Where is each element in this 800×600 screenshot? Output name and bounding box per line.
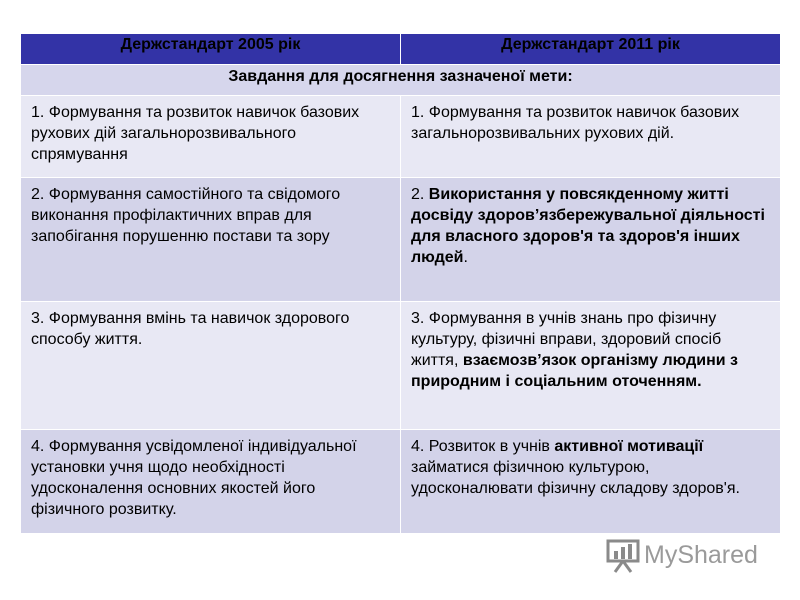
row-2-right-number: 2 (411, 186, 420, 203)
presentation-board-icon (606, 537, 640, 573)
row-2-right (401, 178, 781, 302)
header-2005: Держстандарт 2005 рік (21, 34, 401, 65)
header-2011: Держстандарт 2011 рік (401, 34, 781, 65)
row-4-right (401, 430, 781, 534)
row-4-left: 4. Формування усвідомленої індивідуальної установки учня щодо необхідності удосконалення основних якостей його фізичного розвитку. (21, 430, 401, 534)
row-2-left: 2. Формування самостійного та свідомого виконання профілактичних вправ для запобігання порушенню постави та зору (21, 178, 401, 302)
row-3-right-plain: 3. Формування в учнів знань про фізичну культуру, фізичні вправи, здоровий спосіб життя, (411, 310, 722, 369)
row-4-right-a: 4. Розвиток в учнів (411, 438, 555, 455)
row-4-right-bold: активної мотивації (554, 438, 704, 455)
goal-heading: Завдання для досягнення зазначеної мети: (21, 65, 781, 96)
header-row (21, 34, 781, 65)
table-row (21, 178, 781, 302)
row-2-right-bold: Використання у повсякденному житті досвіду здоров’язбережувальної діяльності для власного здоров'я та здоров'я інших людей (411, 186, 765, 266)
row-3-right (401, 302, 781, 430)
row-1-left: 1. Формування та розвиток навичок базових рухових дій загальнорозвивального спрямування (21, 96, 401, 178)
myshared-logo (606, 535, 758, 575)
standards-comparison-table (20, 33, 781, 534)
row-4-right-b: займатися фізичною культурою, удосконалювати фізичну складову здоров'я. (411, 459, 740, 497)
row-2-right-separator: . (419, 186, 429, 203)
row-1-right: 1. Формування та розвиток навичок базових загальнорозвивальних рухових дій. (401, 96, 781, 178)
row-3-right-bold: взаємозв’язок організму людини з природним і соціальним оточенням. (411, 352, 738, 390)
table-row (21, 430, 781, 534)
row-2-right-end: . (463, 249, 468, 266)
table-row (21, 96, 781, 178)
row-3-left: 3. Формування вмінь та навичок здорового способу життя. (21, 302, 401, 430)
logo-text: MyShared (644, 540, 758, 569)
table-row (21, 302, 781, 430)
goal-row (21, 65, 781, 96)
